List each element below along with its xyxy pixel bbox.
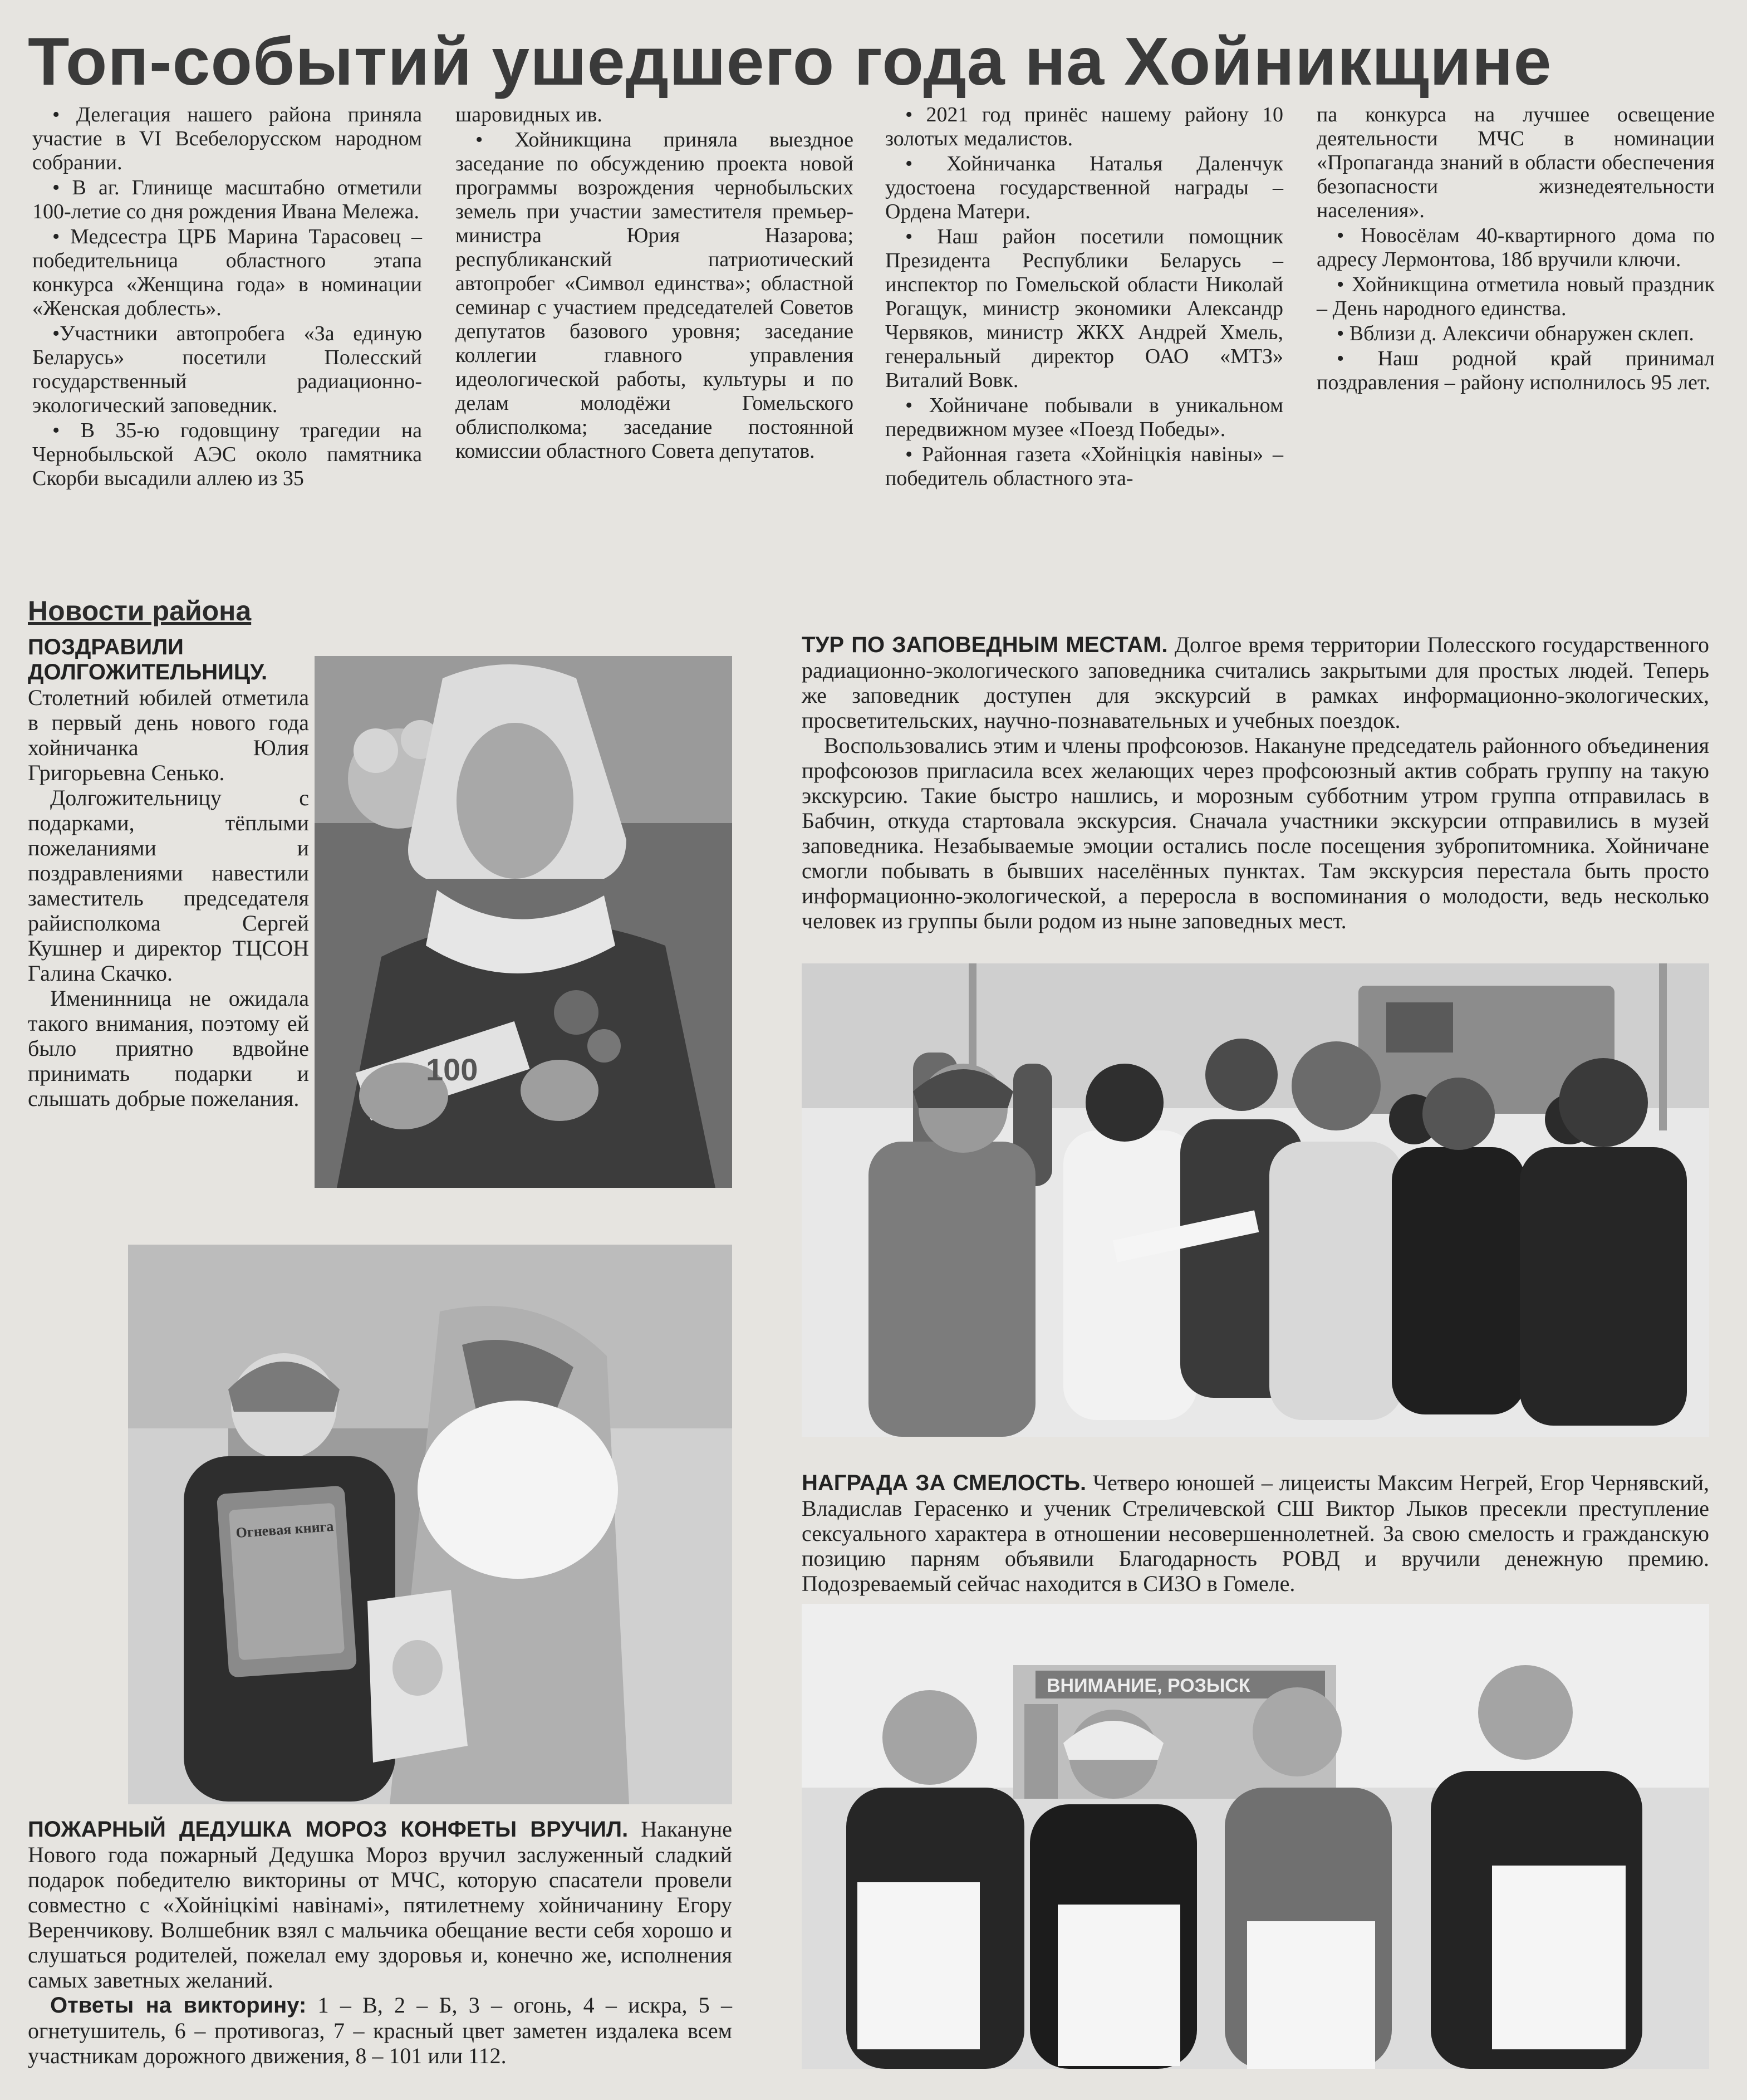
bullet-item: • Хойникщина приняла выездное заседание по обсуждению проекта новой программы возрождения чернобыльских земель при участии заместителя премьер-министра Юрия Назарова; республиканский патриотический автопробег «Символ единства»; областной семинар с участием председателей Советов депутатов базового уровня; заседание коллегии главного управления идеологической работы, культуры и по делам молодёжи Гомельского облисполкома; заседание постоянной комиссии областного Совета депутатов. xyxy=(455,128,853,463)
photo-centenarian xyxy=(315,656,732,1188)
bullet-item: па конкурса на лучшее освещение деятельности МЧС в номинации «Пропаганда знаний в области обеспечения безопасности жизнедеятельности населения». xyxy=(1317,103,1715,222)
quiz-answers-label: Ответы на викторину: xyxy=(50,1993,307,2018)
story-heading: ТУР ПО ЗАПОВЕДНЫМ МЕСТАМ. xyxy=(802,633,1168,657)
story-heading: ПОЖАРНЫЙ ДЕДУШКА МОРОЗ КОНФЕТЫ ВРУЧИЛ. xyxy=(28,1817,629,1842)
bullet-item: • 2021 год принёс нашему району 10 золотых медалистов. xyxy=(885,103,1283,150)
story-paragraph xyxy=(28,1993,732,2068)
story-heading: ДОЛГОЖИТЕЛЬНИЦУ. xyxy=(28,660,268,684)
bullet-item: • Вблизи д. Алексичи обнаружен склеп. xyxy=(1337,322,1694,345)
quiz-answers: 1 – В, 2 – Б, 3 – огонь, 4 – искра, 5 – огнетушитель, 6 – противогаз, 7 – красный цвет заметен издалека всем участникам дорожного движения, 8 – 101 или 112. xyxy=(28,1993,732,2068)
bullet-item: • Хойникщина отметила новый праздник – День народного единства. xyxy=(1317,273,1715,320)
bullet-item: • В 35-ю годовщину трагедии на Чернобыльской АЭС около памятника Скорби высадили аллею из 35 xyxy=(32,419,422,490)
story-santa xyxy=(28,1817,732,2068)
bullet-item: • Хойничанка Наталья Даленчук удостоена государственной награды – Ордена Матери. xyxy=(885,152,1283,223)
story-paragraph: Столетний юбилей отметила в первый день нового года хойничанка Юлия Григорьевна Сенько. xyxy=(28,685,309,785)
story-paragraph xyxy=(802,1470,1709,1596)
bullet-item: • В аг. Глинище масштабно отметили 100-летие со дня рождения Ивана Мележа. xyxy=(32,176,422,223)
photo-tour-group xyxy=(802,963,1709,1437)
bullet-item: • Наш родной край принимал поздравления – району исполнилось 95 лет. xyxy=(1317,347,1715,394)
story-lead: Долгое время территории Полесского государственного радиационно-экологического заповедника считались закрытыми для простых людей. Теперь же заповедник доступен для экскурсий в рамках информационно-экологических, просветительских, научно-познавательных и учебных поездок. xyxy=(802,632,1709,733)
bullet-item: • Хойничане побывали в уникальном передвижном музее «Поезд Победы». xyxy=(885,394,1283,441)
banknote-text: 100 xyxy=(426,1052,478,1087)
photo-bravery-image xyxy=(802,1604,1709,2069)
bullet-column-2 xyxy=(455,103,853,464)
story-heading: ПОЗДРАВИЛИ xyxy=(28,635,184,659)
photo-centenarian-image xyxy=(315,656,732,1188)
poster-sign-text: ВНИМАНИЕ, РОЗЫСК xyxy=(1047,1675,1250,1696)
story-lead: Четверо юношей – лицеисты Максим Негрей, Егор Чернявский, Владислав Герасенко и ученик Стреличевской СШ Виктор Лыков пресекли преступление сексуального характера в отношении несовершеннолетней. За свою смелость и гражданскую позицию парням объявили Благодарность РОВД и вручили денежную премию. Подозреваемый сейчас находится в СИЗО в Гомеле. xyxy=(802,1470,1710,1596)
photo-ded-moroz xyxy=(128,1245,732,1804)
bullet-column-4 xyxy=(1317,103,1715,396)
story-centenarian xyxy=(28,635,309,1111)
page-headline: Топ-событий ушедшего года на Хойникщине xyxy=(28,23,1552,99)
story-paragraph xyxy=(802,632,1709,733)
bullet-item: • Делегация нашего района приняла участие в VI Всебелорусском народном собрании. xyxy=(32,103,422,174)
story-paragraph: Именинница не ожидала такого внимания, поэтому ей было приятно вдвойне принимать подарки и слышать добрые пожелания. xyxy=(28,986,309,1111)
bullet-item: • Районная газета «Хойніцкія навіны» – победитель областного эта- xyxy=(885,443,1283,490)
photo-ded-moroz-image xyxy=(128,1245,732,1804)
story-heading: НАГРАДА ЗА СМЕЛОСТЬ. xyxy=(802,1471,1087,1495)
story-lead: Накануне Нового года пожарный Дедушка Мороз вручил заслуженный сладкий подарок победителю викторины от МЧС, которую спасатели провели совместно с «Хойніцкімі навінамі», пятилетнему хойничанину Егору Веренчикову. Волшебник взял с мальчика обещание вести себя хорошо и слушаться родителей, пожелал ему здоровья и, конечно же, исполнения самых заветных желаний. xyxy=(28,1817,733,1993)
book-title-text: Огневая книга xyxy=(235,1518,335,1541)
bullet-column-3 xyxy=(885,103,1283,492)
photo-bravery xyxy=(802,1604,1709,2069)
photo-tour-image xyxy=(802,963,1709,1437)
bullet-item: • Новосёлам 40-квартирного дома по адресу Лермонтова, 18б вручили ключи. xyxy=(1317,224,1715,271)
bullet-item: • Наш район посетили помощник Президента Республики Беларусь – инспектор по Гомельской области Николай Рогащук, министр экономики Александр Червяков, министр ЖКХ Андрей Хмель, генеральный директор ОАО «МТЗ» Виталий Вовк. xyxy=(885,225,1283,392)
story-paragraph xyxy=(28,1817,732,1993)
section-heading: Новости района xyxy=(28,595,252,626)
bullet-item: шаровидных ив. xyxy=(455,103,602,126)
story-tour xyxy=(802,632,1709,933)
story-bravery xyxy=(802,1470,1709,1596)
bullet-item: • Медсестра ЦРБ Марина Тарасовец – победительница областного этапа конкурса «Женщина года» в номинации «Женская доблесть». xyxy=(32,225,422,320)
bullet-column-1 xyxy=(32,103,422,492)
story-paragraph: Воспользовались этим и члены профсоюзов. Накануне председатель районного объединения профсоюзов пригласила всех желающих через профсоюзный актив собрать группу на такую экскурсию. Такие быстро нашлись, и морозным субботним утром группа отправилась в Бабчин, откуда стартовала экскурсия. Сначала участники экскурсии отправились в музей заповедника. Незабываемые эмоции остались после посещения зубропитомника. Хойничане смогли побывать в бывших населённых пунктах. Там экскурсия перестала быть просто информационно-экологической, а переросла в воспоминания о молодости, ведь несколько человек из группы были родом из ныне заповедных мест. xyxy=(802,733,1709,933)
bullet-item: •Участники автопробега «За единую Беларусь» посетили Полесский государственный радиационно-экологический заповедник. xyxy=(32,322,422,417)
story-paragraph: Долгожительницу с подарками, тёплыми пожеланиями и поздравлениями навестили заместитель председателя райисполкома Сергей Кушнер и директор ТЦСОН Галина Скачко. xyxy=(28,785,309,986)
